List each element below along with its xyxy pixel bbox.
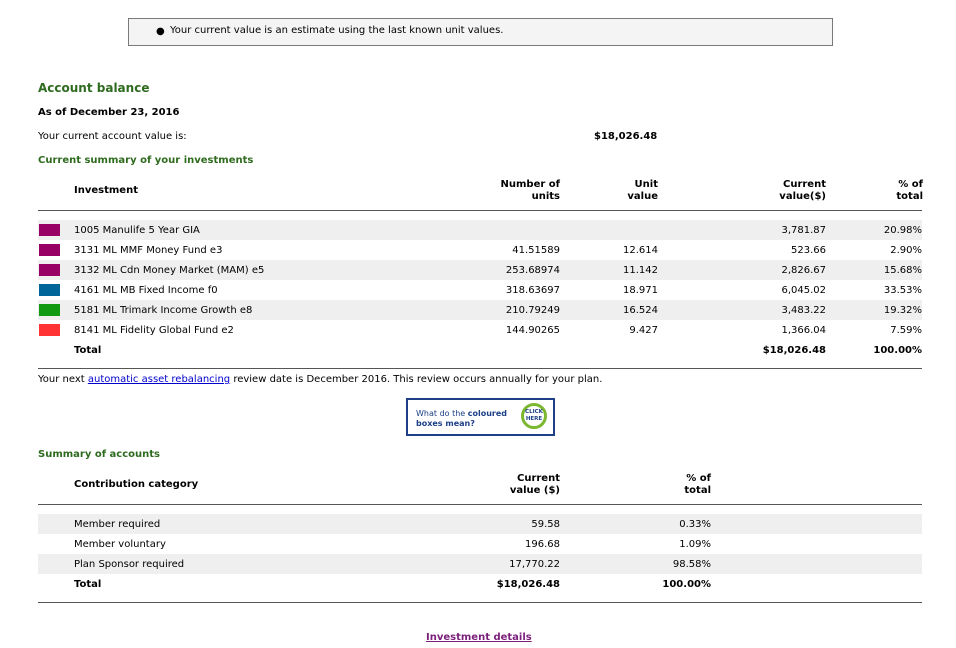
category-name: Member required (74, 519, 161, 530)
fund-units: 144.90265 (505, 325, 560, 336)
fund-pct-total: 19.32% (883, 305, 922, 316)
fund-name: 3132 ML Cdn Money Market (MAM) e5 (74, 265, 265, 276)
fund-color-swatch (39, 284, 60, 296)
investments-total-row: Total $18,026.48 100.00% (74, 345, 922, 356)
divider (38, 368, 922, 369)
estimate-notice (128, 18, 833, 46)
category-pct-total: 98.58% (672, 559, 711, 570)
col-investment: Investment (74, 185, 138, 196)
divider (38, 210, 922, 211)
bullet-icon: ● (156, 26, 165, 37)
col-pct-total: % of total (896, 179, 923, 202)
investment-row (38, 320, 922, 340)
fund-unit-value: 11.142 (623, 265, 658, 276)
current-value-label: Your current account value is: (38, 131, 187, 142)
investment-row (38, 260, 922, 280)
fund-units: 41.51589 (512, 245, 560, 256)
fund-color-swatch (39, 244, 60, 256)
fund-pct-total: 7.59% (890, 325, 922, 336)
fund-name: 1005 Manulife 5 Year GIA (74, 225, 200, 236)
fund-units: 318.63697 (505, 285, 560, 296)
fund-color-swatch (39, 324, 60, 336)
divider (38, 504, 922, 505)
col-accounts-pct-total: % of total (684, 473, 711, 496)
category-current-value: 59.58 (531, 519, 560, 530)
fund-name: 8141 ML Fidelity Global Fund e2 (74, 325, 234, 336)
automatic-asset-rebalancing-link[interactable]: automatic asset rebalancing (87, 374, 231, 385)
investment-row (38, 220, 922, 240)
as-of-date: As of December 23, 2016 (38, 107, 180, 118)
investment-row (38, 300, 922, 320)
col-current-value: Current value($) (779, 179, 826, 202)
fund-unit-value: 9.427 (629, 325, 658, 336)
fund-color-swatch (39, 304, 60, 316)
col-number-of-units: Number of units (500, 179, 560, 202)
account-balance-title: Account balance (38, 81, 150, 95)
account-row (38, 554, 922, 574)
fund-pct-total: 15.68% (883, 265, 922, 276)
fund-current-value: 3,483.22 (781, 305, 826, 316)
coloured-boxes-help-button[interactable]: What do the coloured boxes mean? CLICK HERE (406, 398, 555, 436)
accounts-summary-title: Summary of accounts (38, 449, 160, 460)
category-current-value: 196.68 (525, 539, 560, 550)
category-pct-total: 1.09% (679, 539, 711, 550)
current-account-value: $18,026.48 (594, 131, 658, 142)
fund-unit-value: 16.524 (623, 305, 658, 316)
investments-summary-title: Current summary of your investments (38, 155, 254, 166)
fund-name: 4161 ML MB Fixed Income f0 (74, 285, 218, 296)
fund-name: 3131 ML MMF Money Fund e3 (74, 245, 223, 256)
col-unit-value: Unit value (627, 179, 658, 202)
fund-name: 5181 ML Trimark Income Growth e8 (74, 305, 253, 316)
fund-pct-total: 20.98% (883, 225, 922, 236)
investment-row (38, 240, 922, 260)
account-row (38, 514, 922, 534)
fund-pct-total: 33.53% (883, 285, 922, 296)
account-row (38, 534, 922, 554)
fund-current-value: 523.66 (791, 245, 826, 256)
accounts-total-row: Total $18,026.48 100.00% (74, 579, 711, 590)
category-name: Plan Sponsor required (74, 559, 185, 570)
category-current-value: 17,770.22 (509, 559, 560, 570)
fund-current-value: 1,366.04 (781, 325, 826, 336)
fund-units: 253.68974 (505, 265, 560, 276)
fund-unit-value: 12.614 (623, 245, 658, 256)
fund-current-value: 2,826.67 (781, 265, 826, 276)
category-name: Member voluntary (74, 539, 166, 550)
fund-current-value: 6,045.02 (781, 285, 826, 296)
fund-color-swatch (39, 224, 60, 236)
category-pct-total: 0.33% (679, 519, 711, 530)
fund-unit-value: 18.971 (623, 285, 658, 296)
divider (38, 602, 922, 603)
col-contribution-category: Contribution category (74, 479, 199, 490)
fund-current-value: 3,781.87 (781, 225, 826, 236)
col-accounts-current-value: Current value ($) (509, 473, 560, 496)
notice-text: Your current value is an estimate using the last known unit values. (170, 25, 504, 36)
investment-row (38, 280, 922, 300)
fund-color-swatch (39, 264, 60, 276)
rebalance-note: Your next automatic asset rebalancing review date is December 2016. This review occurs annually for your plan. (38, 374, 603, 385)
investment-details-link[interactable]: Investment details (426, 632, 532, 643)
click-here-badge: CLICK HERE (521, 403, 547, 429)
fund-pct-total: 2.90% (890, 245, 922, 256)
fund-units: 210.79249 (505, 305, 560, 316)
